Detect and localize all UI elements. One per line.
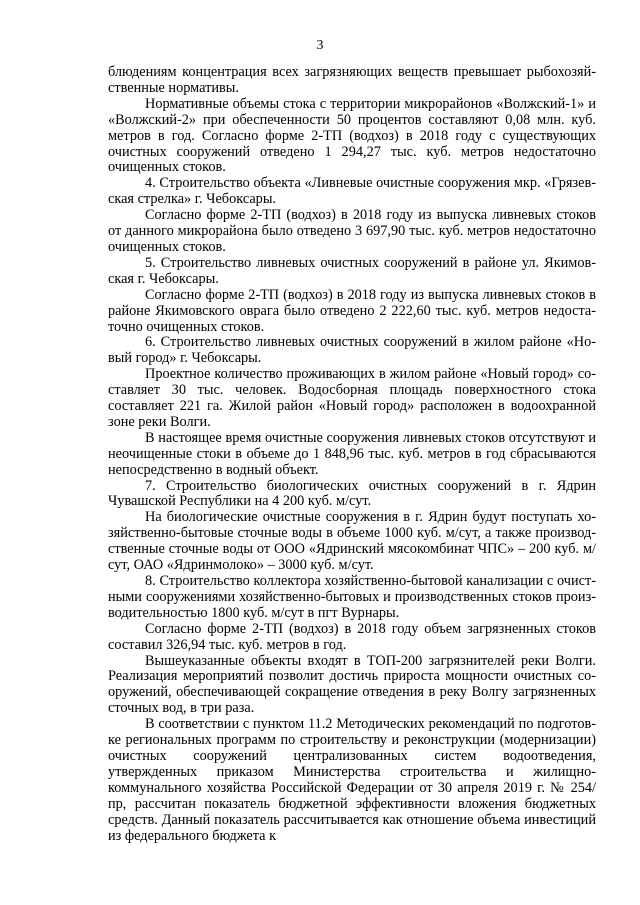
paragraph: 4. Строительство объекта «Ливневые очистные сооружения мкр. «Грязевская стрелка» г. Чебоксары. xyxy=(108,175,596,208)
paragraph: Согласно форме 2-ТП (водхоз) в 2018 году из выпуска ливневых стоков в районе Якимовского оврага было отведено 2 222,60 тыс. куб. метров недостаточно очищенных стоков. xyxy=(108,286,596,335)
paragraph: На биологические очистные сооружения в г. Ядрин будут поступать хозяйственно-бытовые сточные воды в объеме 1000 куб. м/сут, а также производственные сточные воды от ООО «Ядринский мясокомбинат ЧПС» – 200 куб. м/сут, ОАО «Ядринмолоко» – 3000 куб. м/сут. xyxy=(108,509,596,574)
paragraph: Вышеуказанные объекты входят в ТОП-200 загрязнителей реки Волги. Реализация мероприятий позволит достичь прироста мощности очистных сооружений, обеспечивающей сокращение отведения в реку Волгу загрязненных сточных вод, в три раза. xyxy=(108,652,596,717)
page-number: 3 xyxy=(316,38,324,53)
paragraph: В настоящее время очистные сооружения ливневых стоков отсутствуют и неочищенные стоки в объеме до 1 848,96 тыс. куб. метров в год сбрасываются непосредственно в водный объект. xyxy=(108,429,596,478)
paragraph: Согласно форме 2-ТП (водхоз) в 2018 году из выпуска ливневых стоков от данного микрорайона было отведено 3 697,90 тыс. куб. метров недостаточно очищенных стоков. xyxy=(108,207,596,255)
paragraph: Проектное количество проживающих в жилом районе «Новый город» составляет 30 тыс. человек. Водосборная площадь поверхностного стока составляет 221 га. Жилой район «Новый город» расположен в водоохранной зоне реки Волги. xyxy=(108,366,596,430)
paragraph: 8. Строительство коллектора хозяйственно-бытовой канализации с очистными сооружениями хозяйственно-бытовых и производственных стоков производительностью 1800 куб. м/сут в пгт Вурнары. xyxy=(108,573,596,621)
paragraph: 7. Строительство биологических очистных сооружений в г. Ядрин Чувашской Республики на 4 200 куб. м/сут. xyxy=(108,477,596,510)
paragraph: В соответствии с пунктом 11.2 Методических рекомендаций по подготовке региональных программ по строительству и реконструкции (модернизации) очистных сооружений централизованных систем водоотведения, утвержденных приказом Министерства строительства и жилищно-коммунального хозяйства Российской Федерации от 30 апреля 2019 г. № 254/пр, рассчитан показатель бюджетной эффективности вложения бюджетных средств. Данный показатель рассчитывается как отношение объема инвестиций из федерального бюджета к xyxy=(108,716,596,844)
paragraph: 6. Строительство ливневых очистных сооружений в жилом районе «Новый город» г. Чебоксары. xyxy=(108,334,596,367)
paragraph: 5. Строительство ливневых очистных сооружений в районе ул. Якимовская г. Чебоксары. xyxy=(108,254,596,287)
paragraph: блюдениям концентрация всех загрязняющих веществ превышает рыбохозяйственные нормативы. xyxy=(108,64,596,96)
document-body xyxy=(108,65,596,844)
paragraph: Согласно форме 2-ТП (водхоз) в 2018 году объем загрязненных стоков составил 326,94 тыс. куб. метров в год. xyxy=(108,620,596,653)
paragraph: Нормативные объемы стока с территории микрорайонов «Волжский-1» и «Волжский-2» при обеспеченности 50 процентов составляют 0,08 млн. куб. метров в год. Согласно форме 2-ТП (водхоз) в 2018 году с существующих очистных сооружений отведено 1 294,27 тыс. куб. метров недостаточно очищенных стоков. xyxy=(108,95,596,176)
